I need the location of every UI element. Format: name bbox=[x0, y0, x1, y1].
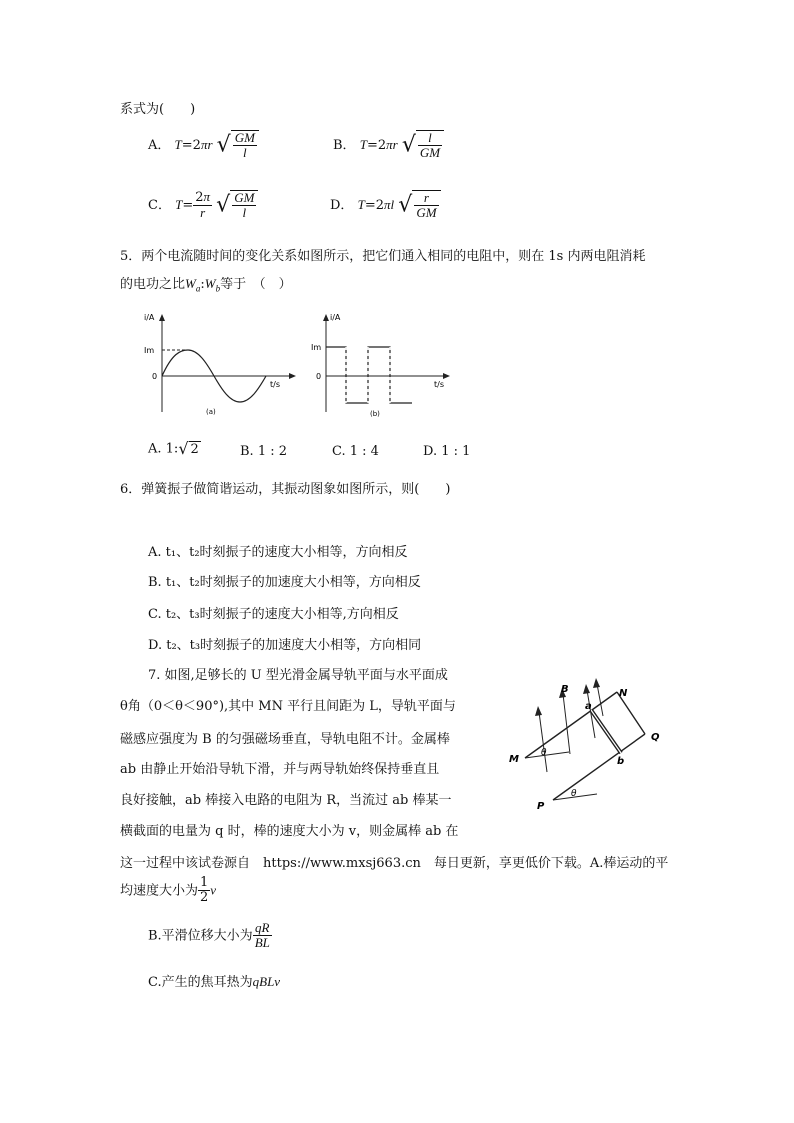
zero-label: 0 bbox=[316, 372, 322, 381]
q7-line6: 横截面的电量为 q 时，棒的速度大小为 v，则金属棒 ab 在 bbox=[120, 824, 459, 839]
label-theta-p: θ bbox=[571, 789, 577, 799]
q5-stem-line1: 5．两个电流随时间的变化关系如图所示，把它们通入相同的电阻中，则在 1s 内两电阻消耗 bbox=[120, 249, 646, 264]
q4-option-c[interactable]: C． T= $\frac{2\pi}{r}$ √ $\frac{GM}{l}$ bbox=[148, 190, 258, 221]
q5-stem-line2: 的电功之比$W_a:W_b$等于 （ ） bbox=[120, 276, 292, 294]
caption: (b) bbox=[370, 410, 380, 418]
y-axis-arrow bbox=[323, 314, 329, 321]
sqrt-expression: √ $\frac{l}{GM}$ bbox=[402, 130, 444, 161]
square-wave bbox=[326, 347, 412, 403]
sqrt-expression: √ $\frac{GM}{l}$ bbox=[216, 190, 258, 221]
q4-option-d[interactable]: D． T=2πl √ $\frac{r}{GM}$ bbox=[330, 190, 441, 221]
q7-line4: ab 由静止开始沿导轨下滑，并与两导轨始终保持垂直且 bbox=[120, 762, 440, 777]
field-arrow bbox=[563, 694, 570, 754]
field-arrowhead bbox=[583, 684, 590, 694]
q5-option-b[interactable]: B. 1 : 2 bbox=[240, 444, 288, 459]
x-axis-arrow bbox=[289, 373, 296, 379]
y-label: i/A bbox=[144, 313, 155, 322]
label-b-field: B bbox=[561, 684, 569, 695]
im-label: Im bbox=[311, 343, 322, 352]
label-theta-m: θ bbox=[541, 748, 547, 758]
q6-option-a[interactable]: A. t₁、t₂时刻振子的速度大小相等，方向相反 bbox=[148, 545, 408, 560]
q4-option-a[interactable]: A． T=2πr √ $\frac{GM}{l}$ bbox=[148, 130, 259, 161]
q5-option-d[interactable]: D. 1 : 1 bbox=[423, 444, 471, 459]
x-label: t/s bbox=[270, 380, 280, 389]
x-axis-arrow bbox=[443, 373, 450, 379]
q7-option-c[interactable]: C.产生的焦耳热为qBLv bbox=[148, 974, 281, 990]
zero-label: 0 bbox=[152, 372, 158, 381]
q7-rail-figure bbox=[495, 672, 675, 817]
metal-bar-ab-highlight bbox=[591, 710, 621, 753]
field-arrow bbox=[597, 684, 603, 716]
label-p: P bbox=[537, 801, 545, 812]
caption: (a) bbox=[206, 408, 216, 416]
q7-line2: θ角（0＜θ＜90°),其中 MN 平行且间距为 L，导轨平面与 bbox=[120, 699, 456, 714]
q7-line5: 良好接触，ab 棒接入电路的电阻为 R，当流过 ab 棒某一 bbox=[120, 793, 452, 808]
sqrt-expression: √ $\frac{r}{GM}$ bbox=[398, 190, 440, 221]
q6-stem: 6．弹簧振子做简谐运动，其振动图象如图所示，则( ) bbox=[120, 482, 451, 497]
q7-line1: 7. 如图,足够长的 U 型光滑金属导轨平面与水平面成 bbox=[148, 668, 448, 683]
q6-option-b[interactable]: B. t₁、t₂时刻振子的加速度大小相等，方向相反 bbox=[148, 575, 421, 590]
label-m: M bbox=[509, 754, 519, 765]
sqrt-expression: √ $\frac{GM}{l}$ bbox=[217, 130, 259, 161]
field-arrow bbox=[539, 712, 547, 772]
im-label: Im bbox=[144, 346, 155, 355]
y-label: i/A bbox=[330, 313, 341, 322]
q7-option-a-tail[interactable]: 均速度大小为 $\frac{1}{2}$ v bbox=[120, 875, 217, 906]
y-axis-arrow bbox=[159, 314, 165, 321]
field-arrowhead bbox=[535, 706, 542, 716]
label-a: a bbox=[585, 701, 592, 712]
label-q: Q bbox=[651, 732, 660, 743]
q4-stem-tail: 系式为( ) bbox=[120, 102, 196, 117]
field-arrowhead bbox=[593, 678, 600, 688]
label-n: N bbox=[619, 688, 628, 699]
q7-line7: 这一过程中该试卷源自 https://www.mxsj663.cn 每日更新，享更低价下载。A.棒运动的平 bbox=[120, 856, 669, 871]
label-b: b bbox=[617, 756, 625, 767]
q4-option-b[interactable]: B． T=2πr √ $\frac{l}{GM}$ bbox=[333, 130, 444, 161]
x-label: t/s bbox=[434, 380, 444, 389]
q7-option-b[interactable]: B.平滑位移大小为 $\frac{qR}{BL}$ bbox=[148, 920, 270, 951]
q5-graph-b bbox=[306, 310, 466, 422]
q5-option-a[interactable]: A. 1:√ 2 bbox=[148, 439, 199, 458]
q6-option-d[interactable]: D. t₂、t₃时刻振子的加速度大小相等，方向相同 bbox=[148, 638, 422, 653]
q5-option-c[interactable]: C. 1 : 4 bbox=[332, 444, 379, 459]
rail-qp bbox=[553, 734, 645, 800]
q5-graph-a bbox=[140, 310, 315, 422]
q7-line3: 磁感应强度为 B 的匀强磁场垂直，导轨电阻不计。金属棒 bbox=[120, 732, 450, 747]
q6-option-c[interactable]: C. t₂、t₃时刻振子的速度大小相等,方向相反 bbox=[148, 607, 399, 622]
